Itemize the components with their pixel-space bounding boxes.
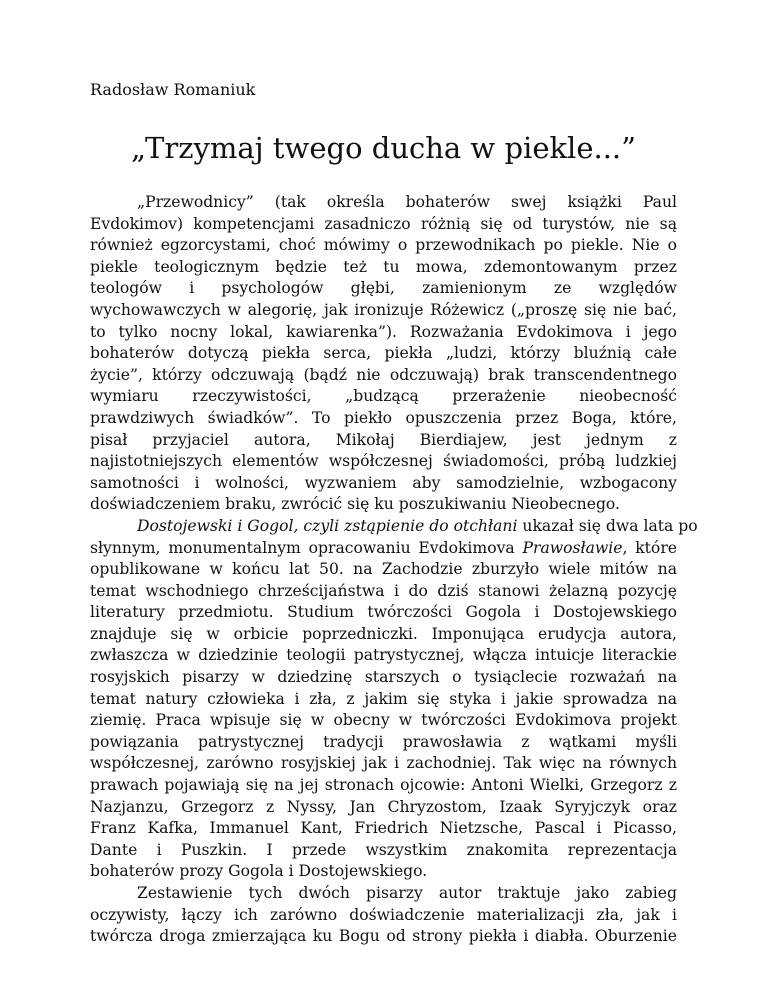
- text-segment: piekle teologicznym będzie też tu mowa, zdemontowanym przez: [90, 257, 677, 276]
- paragraph: [90, 516, 698, 883]
- text-line: [90, 905, 677, 927]
- text-segment: bohaterów dotyczą piekła serca, piekła „ludzi, którzy bluźnią całe: [90, 344, 677, 363]
- text-segment: wychowawczych w alegorię, jak ironizuje Różewicz („proszę się nie bać,: [90, 300, 677, 319]
- italic-text: Dostojewski i Gogol, czyli zstąpienie do otchłani: [137, 516, 518, 535]
- text-line: [90, 408, 677, 430]
- text-segment: Zestawienie tych dwóch pisarzy autor traktuje jako zabieg: [137, 884, 677, 902]
- text-line: [90, 516, 698, 538]
- text-segment: prawach pojawiają się na jej stronach ojcowie: Antoni Wielki, Grzegorz z: [90, 776, 677, 795]
- text-line: [90, 797, 677, 819]
- text-segment: „Przewodnicy” (tak określa bohaterów swej książki Paul: [137, 193, 677, 211]
- paragraph: [90, 192, 677, 516]
- text-segment: literatury przedmiotu. Studium twórczości Gogola i Dostojewskiego: [90, 603, 677, 622]
- text-segment: znajduje się w orbicie poprzedniczki. Imponująca erudycja autora,: [90, 624, 677, 643]
- text-segment: również egzorcystami, choć mówimy o przewodnikach po piekle. Nie o: [90, 236, 677, 255]
- text-line: [90, 559, 677, 581]
- text-segment: prawdziwych świadków”. To piekło opuszczenia przez Boga, które,: [90, 408, 677, 427]
- text-line: [90, 775, 677, 797]
- text-line: [90, 343, 677, 365]
- text-segment: ukazał się dwa lata po: [517, 516, 698, 535]
- text-line: [90, 861, 677, 883]
- text-segment: bohaterów prozy Gogola i Dostojewskiego.: [90, 862, 428, 881]
- text-segment: twórcza droga zmierzająca ku Bogu od strony piekła i diabła. Oburzenie: [90, 927, 677, 946]
- text-segment: pisał przyjaciel autora, Mikołaj Bierdiajew, jest jednym z: [90, 430, 677, 449]
- text-segment: temat wschodniego chrześcijaństwa i do dziś stanowi żelazną pozycję: [90, 581, 677, 600]
- text-segment: Nazjanzu, Grzegorz z Nyssy, Jan Chryzostom, Izaak Syryjczyk oraz: [90, 797, 677, 816]
- document-page: [90, 80, 698, 948]
- text-segment: życie”, którzy odczuwają (bądź nie odczuwają) brak transcendentnego: [90, 365, 677, 384]
- text-line: [90, 710, 677, 732]
- text-segment: to tylko nocny lokal, kawiarenka”). Rozważania Evdokimova i jego: [90, 322, 677, 341]
- article-body: [90, 192, 698, 948]
- text-segment: słynnym, monumentalnym opracowaniu Evdokimova: [90, 538, 523, 557]
- text-segment: ziemię. Praca wpisuje się w obecny w twórczości Evdokimova projekt: [90, 711, 677, 730]
- text-segment: samotności i wolności, wyzwaniem aby samodzielnie, wzbogacony: [90, 473, 677, 492]
- text-line: [90, 365, 677, 387]
- text-segment: teologów i psychologów głębi, zamienionym ze względów: [90, 279, 677, 298]
- text-segment: rosyjskich pisarzy w dziedzinę starszych o tysiąclecie rozważań na: [90, 668, 677, 687]
- text-line: [90, 192, 677, 214]
- text-line: [90, 300, 677, 322]
- text-line: [90, 753, 677, 775]
- text-segment: Franz Kafka, Immanuel Kant, Friedrich Nietzsche, Pascal i Picasso,: [90, 819, 677, 838]
- article-author: Radosław Romaniuk: [90, 80, 256, 99]
- text-segment: wymiaru rzeczywistości, „budzącą przerażenie nieobecność: [90, 387, 677, 406]
- text-line: [90, 581, 677, 603]
- text-segment: opublikowane w końcu lat 50. na Zachodzie zburzyło wiele mitów na: [90, 560, 677, 579]
- text-segment: doświadczeniem braku, zwrócić się ku poszukiwaniu Nieobecnego.: [90, 495, 621, 514]
- text-segment: Dante i Puszkin. I przede wszystkim znakomita reprezentacja: [90, 840, 677, 859]
- text-segment: , które: [622, 538, 677, 557]
- text-line: [90, 538, 677, 560]
- text-line: [90, 214, 677, 236]
- text-segment: współczesnej, zarówno rosyjskiej jak i zachodniej. Tak więc na równych: [90, 754, 677, 773]
- text-line: [90, 494, 677, 516]
- text-line: [90, 645, 677, 667]
- text-segment: oczywisty, łączy ich zarówno doświadczenie materializacji zła, jak i: [90, 905, 677, 924]
- text-line: [90, 602, 677, 624]
- text-line: [90, 667, 677, 689]
- text-segment: powiązania patrystycznej tradycji prawosławia z wątkami myśli: [90, 732, 677, 751]
- text-segment: temat natury człowieka i zła, z jakim się styka i jakie sprowadza na: [90, 689, 677, 708]
- article-title: „Trzymaj twego ducha w piekle...”: [131, 131, 636, 165]
- text-line: [90, 926, 677, 948]
- text-line: [90, 386, 677, 408]
- text-line: [90, 235, 677, 257]
- text-line: [90, 840, 677, 862]
- text-line: [90, 278, 677, 300]
- text-line: [90, 818, 677, 840]
- italic-text: Prawosławie: [522, 538, 623, 557]
- text-line: [90, 473, 677, 495]
- text-line: [90, 624, 677, 646]
- text-line: [90, 451, 677, 473]
- text-line: [90, 732, 677, 754]
- text-line: [90, 257, 677, 279]
- text-line: [90, 430, 677, 452]
- text-line: [90, 322, 677, 344]
- text-line: [90, 689, 677, 711]
- text-segment: Evdokimov) kompetencjami zasadniczo różnią się od turystów, nie są: [90, 214, 677, 233]
- text-line: [90, 883, 677, 905]
- text-segment: zwłaszcza w dziedzinie teologii patrystycznej, włącza intuicje literackie: [90, 646, 677, 665]
- text-segment: najistotniejszych elementów współczesnej świadomości, próbą ludzkiej: [90, 452, 677, 471]
- paragraph: [90, 883, 677, 948]
